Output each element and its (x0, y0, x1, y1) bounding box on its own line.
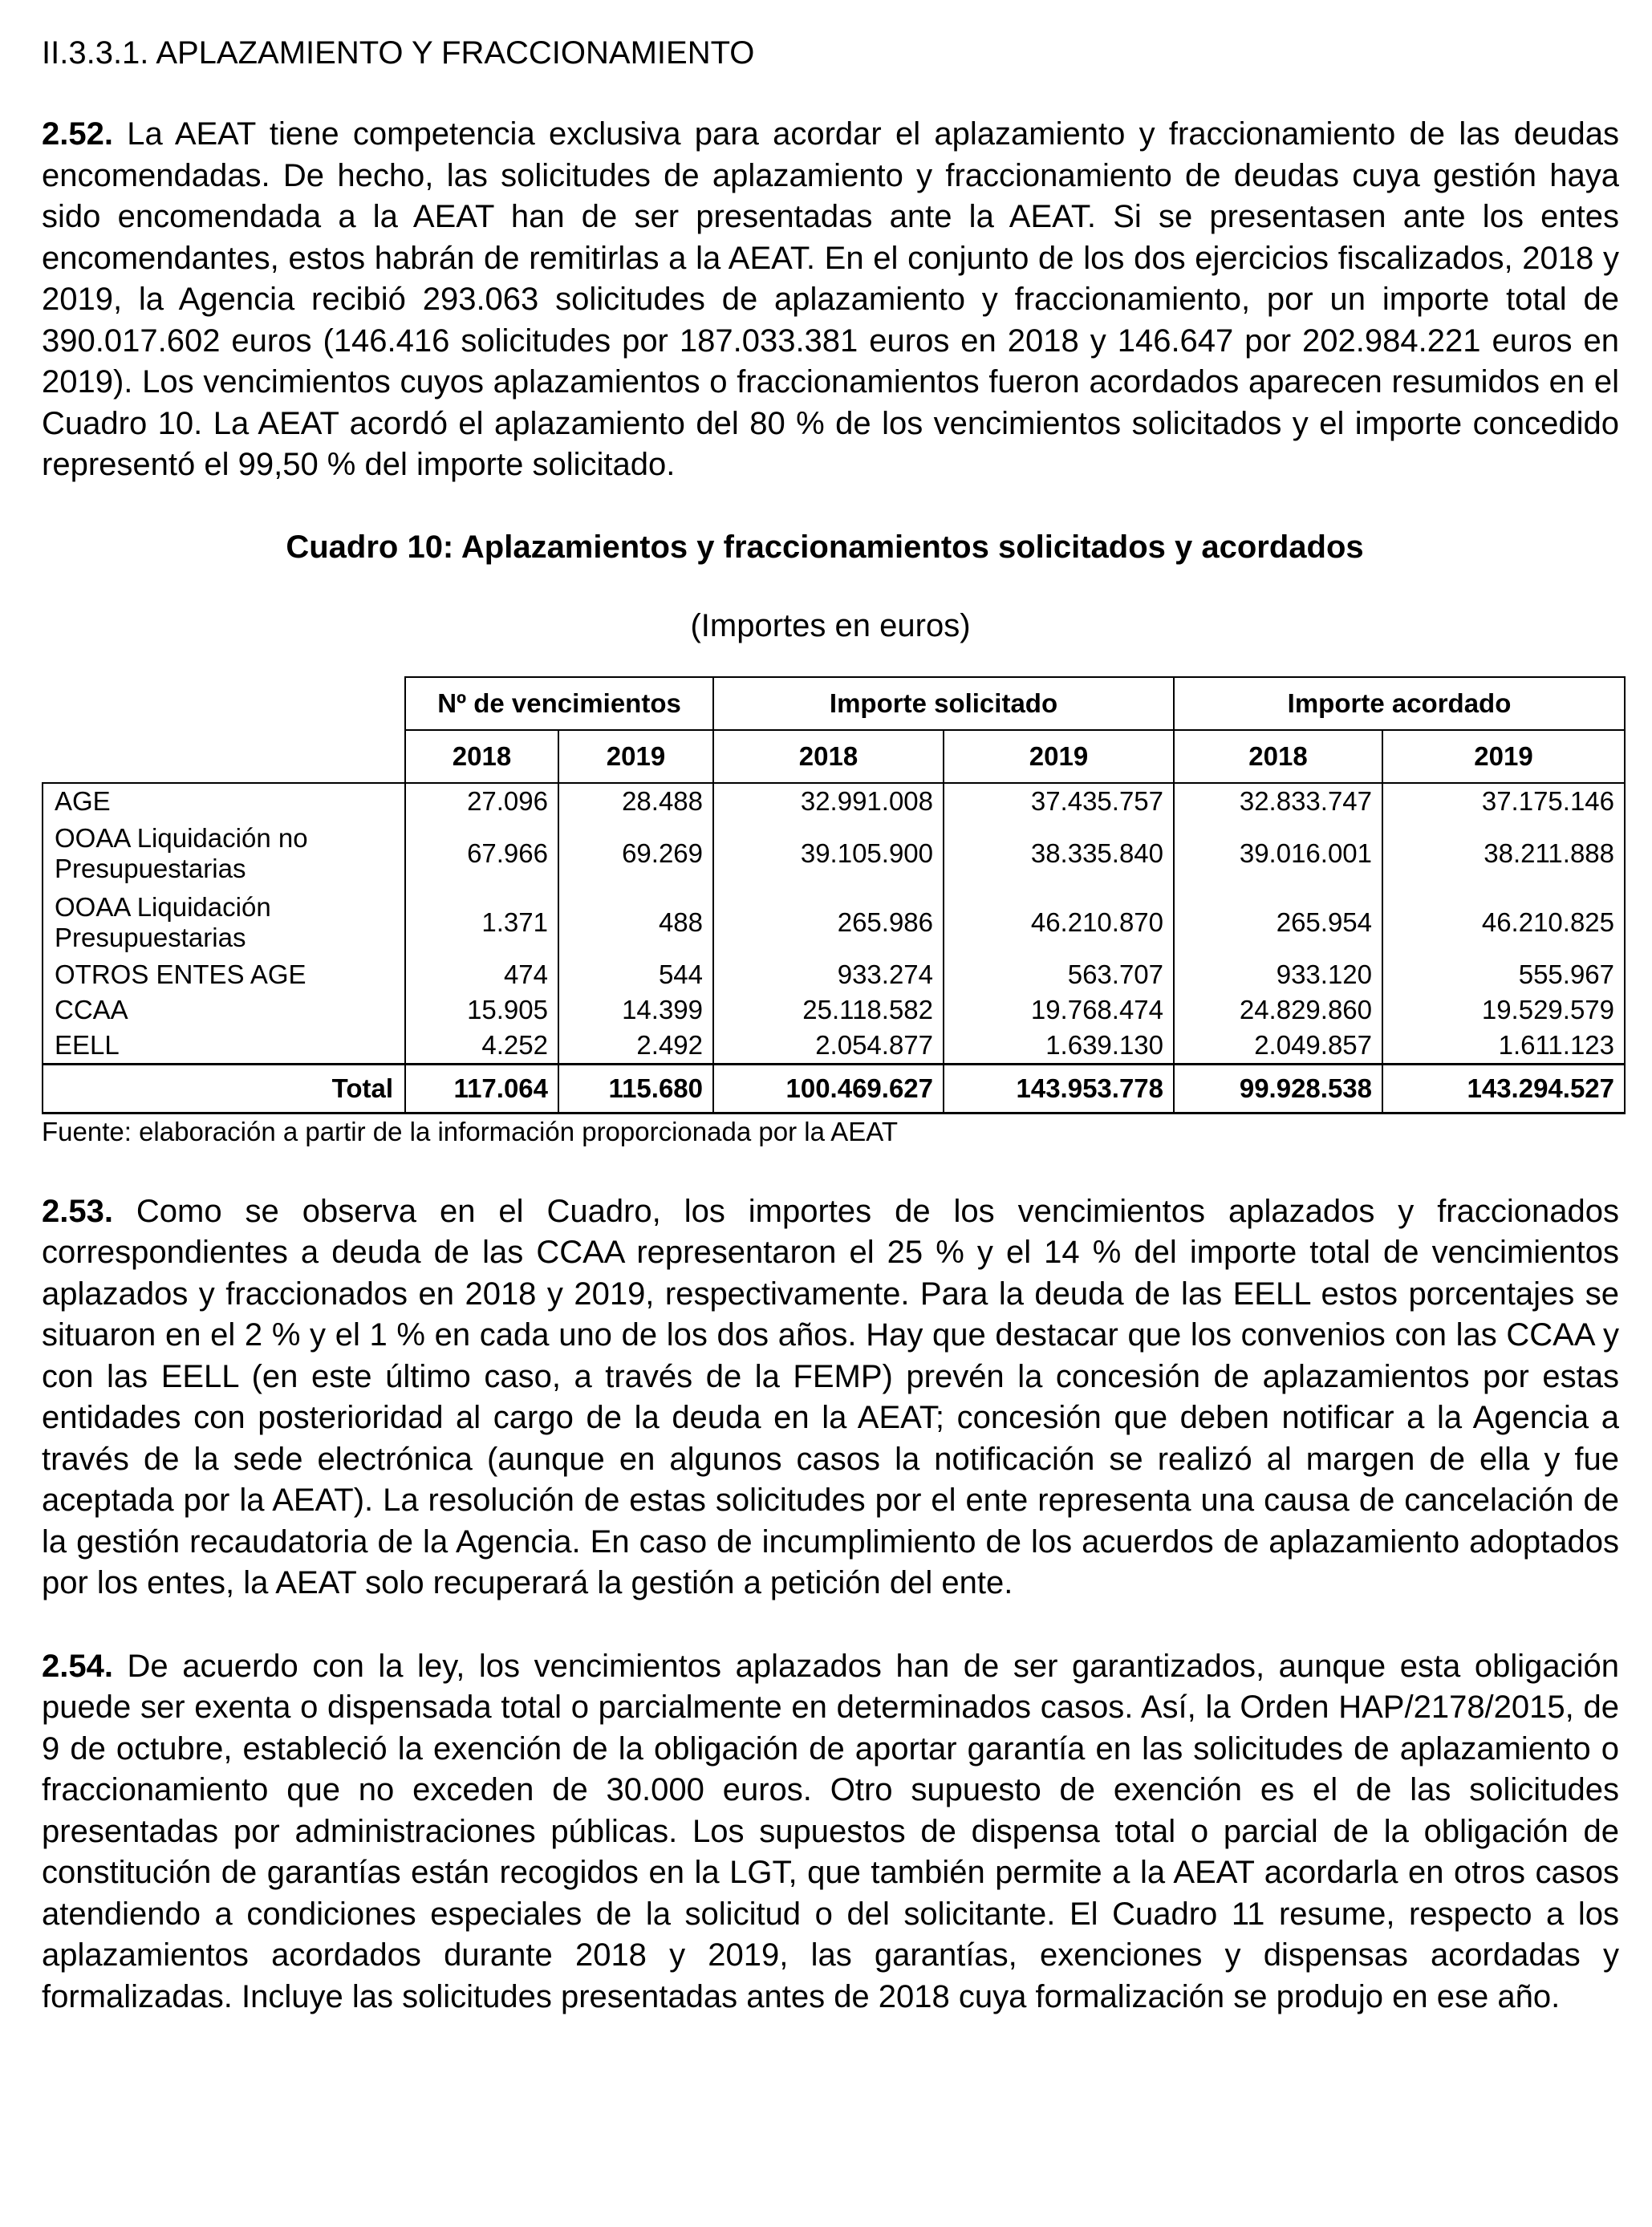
cell-value: 24.829.860 (1174, 992, 1382, 1028)
cell-value: 544 (558, 957, 713, 992)
table-row (43, 888, 1625, 957)
document-page (42, 32, 1619, 2018)
section-heading: II.3.3.1. APLAZAMIENTO Y FRACCIONAMIENTO (42, 35, 755, 71)
paragraph-text: Como se observa en el Cuadro, los importes de los vencimientos aplazados y fraccionados correspondientes a deuda de las CCAA representaron el 25 % y el 14 % del importe total de vencimientos aplazados y fraccionados en 2018 y 2019, respectivamente. Para la deuda de las EELL estos porcentajes se situaron en el 2 % y el 1 % en cada uno de los dos años. Hay que destacar que los convenios con las CCAA y con las EELL (en este último caso, a través de la FEMP) prevén la concesión de aplazamientos por estas entidades con posterioridad al cargo de la deuda en la AEAT; concesión que deben notificar a la Agencia a través de la sede electrónica (aunque en algunos casos la notificación se realizó al margen de ella y fue aceptada por la AEAT). La resolución de estas solicitudes por el ente representa una causa de cancelación de la gestión recaudatoria de la Agencia. En caso de incumplimiento de los acuerdos de aplazamiento adoptados por los entes, la AEAT solo recuperará la gestión a petición del ente. (42, 1193, 1619, 1600)
total-value: 143.953.778 (944, 1064, 1174, 1113)
table-row (43, 783, 1625, 819)
row-label: AGE (43, 783, 405, 819)
cell-value: 1.371 (405, 888, 558, 957)
data-table (42, 676, 1626, 1114)
header-year: 2019 (944, 730, 1174, 783)
total-value: 143.294.527 (1382, 1064, 1625, 1113)
total-label: Total (43, 1064, 405, 1113)
cell-value: 37.175.146 (1382, 783, 1625, 819)
cell-value: 563.707 (944, 957, 1174, 992)
cell-value: 15.905 (405, 992, 558, 1028)
cell-value: 265.986 (713, 888, 944, 957)
paragraph-number: 2.52. (42, 116, 113, 152)
cell-value: 32.991.008 (713, 783, 944, 819)
cell-value: 38.211.888 (1382, 819, 1625, 888)
cell-value: 2.049.857 (1174, 1028, 1382, 1065)
header-year: 2019 (558, 730, 713, 783)
header-year: 2019 (1382, 730, 1625, 783)
table-subcaption: (Importes en euros) (690, 607, 971, 643)
cell-value: 39.016.001 (1174, 819, 1382, 888)
cell-value: 265.954 (1174, 888, 1382, 957)
header-year: 2018 (713, 730, 944, 783)
cell-value: 25.118.582 (713, 992, 944, 1028)
row-label: OTROS ENTES AGE (43, 957, 405, 992)
cell-value: 1.639.130 (944, 1028, 1174, 1065)
cell-value: 933.120 (1174, 957, 1382, 992)
row-label: CCAA (43, 992, 405, 1028)
paragraph-text: De acuerdo con la ley, los vencimientos aplazados han de ser garantizados, aunque esta obligación puede ser exenta o dispensada total o parcialmente en determinados casos. Así, la Orden HAP/2178/2015, de 9 de octubre, estableció la exención de la obligación de aportar garantía en las solicitudes de aplazamiento o fraccionamiento que no exceden de 30.000 euros. Otro supuesto de exención es el de las solicitudes presentadas por administraciones públicas. Los supuestos de dispensa total o parcial de la obligación de constitución de garantías están recogidos en la LGT, que también permite a la AEAT acordarla en otros casos atendiendo a condiciones especiales de la solicitud o del solicitante. El Cuadro 11 resume, respecto a los aplazamientos acordados durante 2018 y 2019, las garantías, exenciones y dispensas acordadas y formalizadas. Incluye las solicitudes presentadas antes de 2018 cuya formalización se produjo en ese año. (42, 1648, 1619, 2014)
total-value: 100.469.627 (713, 1064, 944, 1113)
cell-value: 69.269 (558, 819, 713, 888)
cell-value: 67.966 (405, 819, 558, 888)
cell-value: 933.274 (713, 957, 944, 992)
cell-value: 4.252 (405, 1028, 558, 1065)
total-value: 99.928.538 (1174, 1064, 1382, 1113)
group-header-row (43, 677, 1625, 730)
header-importe-acordado: Importe acordado (1174, 677, 1625, 730)
paragraph-number: 2.53. (42, 1193, 113, 1229)
cell-value: 32.833.747 (1174, 783, 1382, 819)
paragraph-2-52 (42, 114, 1619, 486)
total-value: 115.680 (558, 1064, 713, 1113)
table-row (43, 992, 1625, 1028)
cell-value: 14.399 (558, 992, 713, 1028)
paragraph-text: La AEAT tiene competencia exclusiva para acordar el aplazamiento y fraccionamiento de las deudas encomendadas. De hecho, las solicitudes de aplazamiento y fraccionamiento de deudas cuya gestión haya sido encomendada a la AEAT han de ser presentadas ante la AEAT. Si se presentasen ante los entes encomendantes, estos habrán de remitirlas a la AEAT. En el conjunto de los dos ejercicios fiscalizados, 2018 y 2019, la Agencia recibió 293.063 solicitudes de aplazamiento y fraccionamiento, por un importe total de 390.017.602 euros (146.416 solicitudes por 187.033.381 euros en 2018 y 146.647 por 202.984.221 euros en 2019). Los vencimientos cuyos aplazamientos o fraccionamientos fueron acordados aparecen resumidos en el Cuadro 10. La AEAT acordó el aplazamiento del 80 % de los vencimientos solicitados y el importe concedido representó el 99,50 % del importe solicitado. (42, 116, 1619, 482)
cell-value: 19.768.474 (944, 992, 1174, 1028)
paragraph-2-54 (42, 1646, 1619, 2018)
table-source-note: Fuente: elaboración a partir de la información proporcionada por la AEAT (42, 1116, 899, 1146)
total-row (43, 1064, 1625, 1113)
cell-value: 488 (558, 888, 713, 957)
header-blank-cell (43, 677, 405, 730)
year-header-row (43, 730, 1625, 783)
row-label: OOAA Liquidación Presupuestarias (43, 888, 405, 957)
cell-value: 555.967 (1382, 957, 1625, 992)
header-year: 2018 (405, 730, 558, 783)
header-blank-cell (43, 730, 405, 783)
cell-value: 474 (405, 957, 558, 992)
cell-value: 37.435.757 (944, 783, 1174, 819)
cell-value: 2.492 (558, 1028, 713, 1065)
table-caption: Cuadro 10: Aplazamientos y fraccionamientos solicitados y acordados (286, 529, 1364, 565)
cell-value: 28.488 (558, 783, 713, 819)
row-label: EELL (43, 1028, 405, 1065)
header-vencimientos: Nº de vencimientos (405, 677, 713, 730)
paragraph-2-53 (42, 1191, 1619, 1604)
cell-value: 1.611.123 (1382, 1028, 1625, 1065)
row-label: OOAA Liquidación no Presupuestarias (43, 819, 405, 888)
cell-value: 2.054.877 (713, 1028, 944, 1065)
cell-value: 38.335.840 (944, 819, 1174, 888)
table-row (43, 819, 1625, 888)
cell-value: 19.529.579 (1382, 992, 1625, 1028)
table-row (43, 1028, 1625, 1065)
total-value: 117.064 (405, 1064, 558, 1113)
paragraph-number: 2.54. (42, 1648, 113, 1684)
cell-value: 39.105.900 (713, 819, 944, 888)
table-row (43, 957, 1625, 992)
cell-value: 46.210.825 (1382, 888, 1625, 957)
cell-value: 27.096 (405, 783, 558, 819)
header-year: 2018 (1174, 730, 1382, 783)
header-importe-solicitado: Importe solicitado (713, 677, 1174, 730)
cell-value: 46.210.870 (944, 888, 1174, 957)
